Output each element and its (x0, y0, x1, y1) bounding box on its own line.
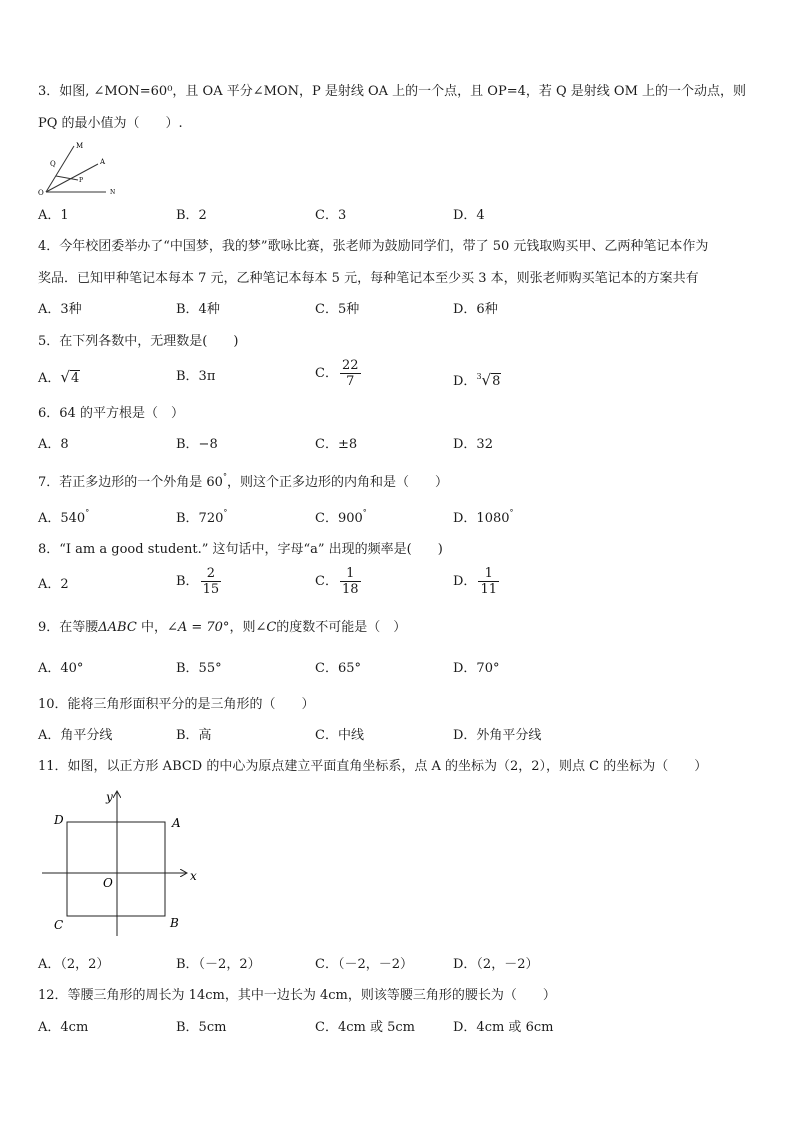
q7-option-b-text: B．720 (176, 511, 224, 526)
q8-option-c[interactable] (315, 566, 361, 597)
q5-option-a[interactable] (38, 369, 80, 387)
fraction-denominator: 15 (202, 582, 220, 597)
q11-coordinate-figure (40, 786, 210, 938)
q3-option-c[interactable]: C．3 (315, 208, 347, 223)
q5-option-c-fraction (340, 358, 361, 389)
fraction-numerator: 2 (201, 566, 222, 582)
q7-option-b[interactable] (176, 505, 227, 527)
q4-option-c[interactable]: C．5种 (315, 302, 360, 317)
q7-option-d[interactable] (453, 505, 514, 527)
q7-stem-a: 7．若正多边形的一个外角是 60 (38, 475, 223, 490)
q3-label-m: M (76, 142, 84, 150)
q11-stem: 11．如图，以正方形 ABCD 的中心为原点建立平面直角坐标系，点 A 的坐标为（2，2），则点 C 的坐标为（ ） (38, 759, 708, 774)
q5-option-c[interactable] (315, 358, 361, 389)
q3-label-q: Q (50, 160, 56, 168)
q5-option-b[interactable]: B．3π (176, 369, 216, 384)
q9-option-c[interactable]: C．65° (315, 661, 361, 676)
q3-option-d[interactable]: D．4 (453, 208, 485, 223)
q4-option-d[interactable]: D．6种 (453, 302, 498, 317)
q7-option-d-degree: ° (509, 508, 514, 517)
q7-option-d-text: D．1080 (453, 511, 510, 526)
q8-option-c-label: C． (315, 574, 338, 589)
q5-option-d[interactable] (453, 369, 501, 390)
q8-option-b-fraction (201, 566, 222, 597)
q11-label-a: A (172, 816, 181, 830)
q8-option-a[interactable]: A．2 (38, 577, 69, 592)
q11-option-c[interactable]: C．（－2，－2） (315, 957, 413, 972)
q3-label-a: A (100, 158, 106, 166)
sqrt-sign: √ (481, 371, 492, 389)
q9-angle-c: ∠C (255, 620, 277, 635)
q3-label-n: N (110, 189, 116, 196)
q10-option-c[interactable]: C．中线 (315, 728, 364, 743)
q7-option-a-degree: ° (85, 508, 90, 517)
q7-stem (38, 469, 448, 491)
q10-option-a[interactable]: A．角平分线 (38, 728, 113, 743)
sqrt-sign: √ (60, 368, 70, 386)
q3-option-b[interactable]: B．2 (176, 208, 207, 223)
q9-option-b[interactable]: B．55° (176, 661, 222, 676)
q11-label-x: x (190, 869, 197, 883)
q3-label-o: O (38, 189, 44, 196)
q7-option-a-text: A．540 (38, 511, 86, 526)
q10-option-b[interactable]: B．高 (176, 728, 212, 743)
q11-option-b[interactable]: B．（－2，2） (176, 957, 261, 972)
q12-option-c[interactable]: C．4cm 或 5cm (315, 1020, 415, 1035)
q11-label-d: D (54, 813, 64, 827)
q8-option-c-fraction (340, 566, 361, 597)
q4-option-b[interactable]: B．4种 (176, 302, 220, 317)
q11-label-c: C (54, 918, 64, 932)
q3-stem-line1: 3．如图, ∠MON=60⁰，且 OA 平分∠MON，P 是射线 OA 上的一个点，且 OP=4，若 Q 是射线 OM 上的一个动点，则 (38, 84, 747, 99)
q8-option-d-label: D． (453, 574, 477, 589)
q9-stem-a: 9．在等腰 (38, 620, 99, 635)
q10-stem: 10．能将三角形面积平分的是三角形的（ ） (38, 697, 315, 712)
q7-stem-b: ，则这个正多边形的内角和是（ ） (226, 475, 448, 490)
q11-option-a[interactable]: A．（2，2） (38, 957, 110, 972)
q11-label-b: B (170, 916, 179, 930)
q9-stem (38, 620, 406, 636)
q8-option-b[interactable] (176, 566, 221, 597)
q8-option-b-label: B． (176, 574, 199, 589)
q3-angle-figure (34, 140, 134, 196)
cube-root-index: 3 (476, 372, 482, 381)
q5-option-d-label: D． (453, 374, 477, 389)
q9-option-d[interactable]: D．70° (453, 661, 500, 676)
q7-degree-mark: ° (222, 472, 227, 481)
fraction-numerator: 22 (341, 358, 359, 373)
q10-option-d[interactable]: D．外角平分线 (453, 728, 542, 743)
fraction-denominator: 11 (480, 582, 497, 597)
fraction-denominator: 18 (341, 582, 359, 597)
q11-label-y: y (106, 790, 113, 804)
q7-option-c-degree: ° (362, 508, 367, 517)
q7-option-c[interactable] (315, 505, 367, 527)
q3-stem-line2: PQ 的最小值为（ ）. (38, 116, 183, 131)
q4-option-a[interactable]: A．3种 (38, 302, 82, 317)
q3-option-a[interactable]: A．1 (38, 208, 69, 223)
q12-option-a[interactable]: A．4cm (38, 1020, 89, 1035)
q9-stem-c: ，则 (229, 620, 256, 635)
fraction-denominator: 7 (346, 374, 355, 389)
q6-option-d[interactable]: D．32 (453, 437, 493, 452)
q8-option-d-fraction (478, 566, 499, 597)
q7-option-b-degree: ° (223, 508, 228, 517)
q8-option-d[interactable] (453, 566, 499, 597)
q12-option-d[interactable]: D．4cm 或 6cm (453, 1020, 554, 1035)
q4-stem-line2: 奖品．已知甲种笔记本每本 7 元，乙种笔记本每本 5 元，每种笔记本至少买 3 本，则张老师购买笔记本的方案共有 (38, 271, 699, 286)
q9-stem-b: 中， (136, 620, 167, 635)
q6-option-a[interactable]: A．8 (38, 437, 69, 452)
q11-label-origin: O (103, 876, 113, 890)
q3-label-p: P (79, 177, 84, 184)
q6-stem: 6．64 的平方根是（ ） (38, 406, 184, 421)
q6-option-b[interactable]: B．−8 (176, 437, 218, 452)
q9-triangle: ΔABC (98, 620, 137, 635)
q9-angle-a: ∠A = 70° (166, 620, 230, 635)
q9-stem-d: 的度数不可能是（ ） (276, 620, 407, 635)
q12-stem: 12．等腰三角形的周长为 14cm，其中一边长为 4cm，则该等腰三角形的腰长为（ ） (38, 988, 556, 1003)
q5-option-d-radicand: 8 (492, 374, 501, 389)
q5-option-c-label: C． (315, 366, 338, 381)
q11-option-d[interactable]: D．（2，－2） (453, 957, 539, 972)
q5-option-a-label: A． (38, 371, 61, 386)
q12-option-b[interactable]: B．5cm (176, 1020, 227, 1035)
q5-option-a-radicand: 4 (70, 371, 80, 386)
q8-stem: 8．“I am a good student.” 这句话中，字母“a” 出现的频率是( ) (38, 542, 443, 557)
q9-option-a[interactable]: A．40° (38, 661, 84, 676)
q4-stem-line1: 4．今年校团委举办了“中国梦，我的梦”歌咏比赛，张老师为鼓励同学们，带了 50 元钱取购买甲、乙两种笔记本作为 (38, 239, 709, 254)
fraction-numerator: 1 (478, 566, 499, 582)
q5-stem: 5．在下列各数中，无理数是( ) (38, 334, 239, 349)
q7-option-a[interactable] (38, 505, 89, 527)
fraction-numerator: 1 (340, 566, 361, 582)
q6-option-c[interactable]: C．±8 (315, 437, 358, 452)
q7-option-c-text: C．900 (315, 511, 363, 526)
